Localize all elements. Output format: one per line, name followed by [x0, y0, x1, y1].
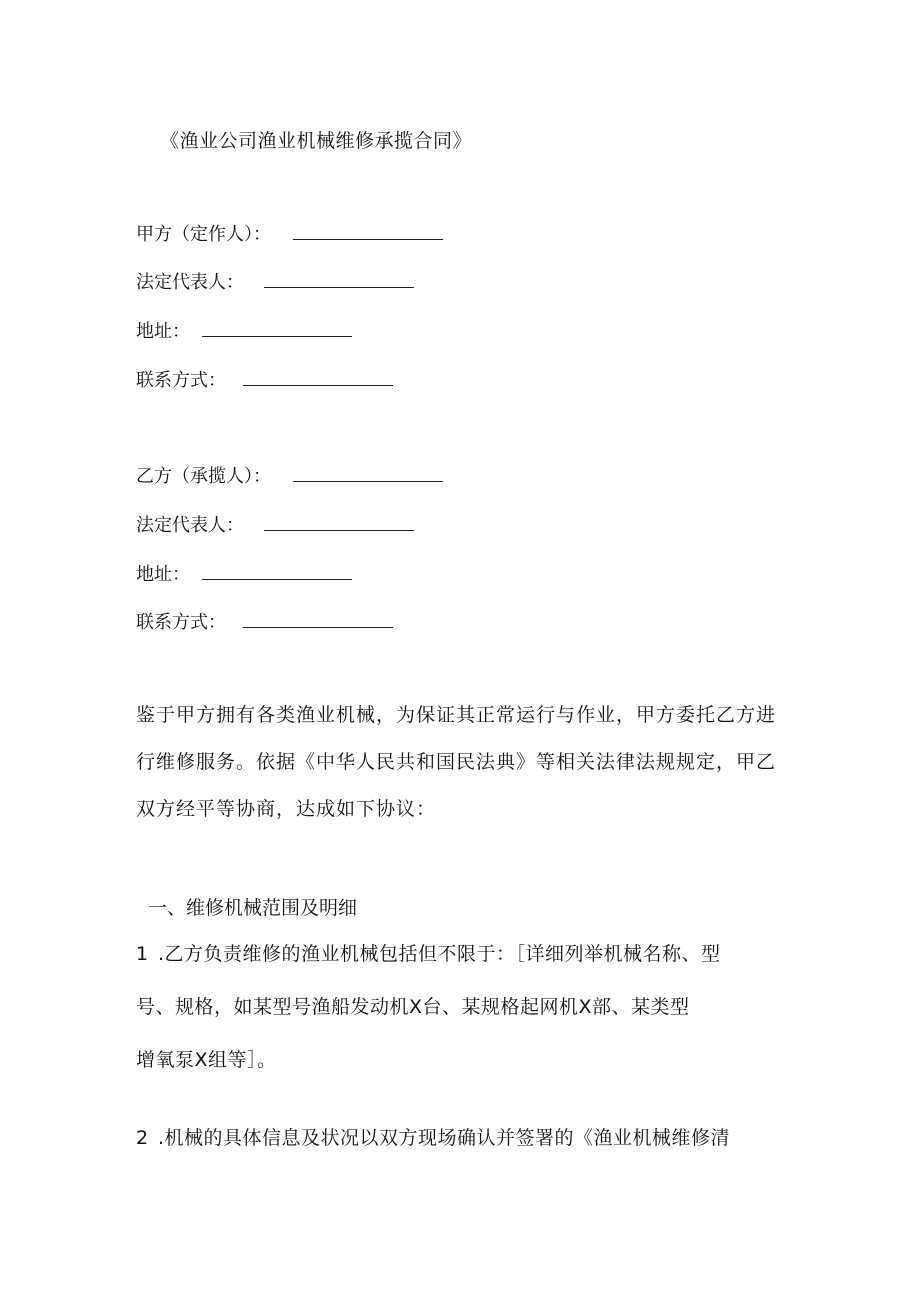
party-b-contact-field [136, 608, 393, 634]
party-a-address-blank[interactable] [202, 322, 352, 337]
party-a-rep-label: 法定代表人： [136, 272, 244, 293]
party-a-contact-field [136, 366, 393, 392]
party-b-name-field [136, 462, 443, 488]
section-heading: 一、维修机械范围及明细 [148, 897, 358, 919]
clause-number: 2 [136, 1127, 149, 1149]
preamble-line: 鉴于甲方拥有各类渔业机械，为保证其正常运行与作业，甲方委托乙方进 [136, 704, 777, 726]
preamble-line: 双方经平等协商，达成如下协议： [136, 798, 437, 820]
party-a-address-label: 地址： [136, 321, 190, 342]
clause-2 [136, 1112, 730, 1165]
party-b-address-label: 地址： [136, 564, 190, 585]
party-b-contact-label: 联系方式： [136, 612, 226, 633]
party-a-contact-label: 联系方式： [136, 370, 226, 391]
clause-text: .机械的具体信息及状况以双方现场确认并签署的《渔业机械维修清 [158, 1127, 731, 1149]
party-a-rep-field [136, 268, 414, 294]
clause-line [136, 928, 721, 981]
clause-line: 号、规格，如某型号渔船发动机X台、某规格起网机X部、某类型 [136, 996, 690, 1018]
document-title: 《渔业公司渔业机械维修承揽合同》 [160, 130, 473, 152]
party-b-rep-field [136, 511, 414, 537]
party-a-address-field [136, 317, 352, 343]
preamble-paragraph [136, 692, 776, 833]
party-b-address-field [136, 560, 352, 586]
party-b-name-blank[interactable] [293, 467, 443, 482]
clause-number: 1 [136, 943, 149, 965]
party-b-contact-blank[interactable] [243, 613, 393, 628]
clause-line [136, 1112, 730, 1165]
clause-line: 增氧泵X组等］。 [136, 1049, 277, 1071]
party-b-address-blank[interactable] [202, 565, 352, 580]
party-a-contact-blank[interactable] [243, 371, 393, 386]
party-b-rep-blank[interactable] [264, 516, 414, 531]
party-a-name-blank[interactable] [293, 225, 443, 240]
party-a-name-label: 甲方（定作人）： [136, 224, 271, 245]
party-a-rep-blank[interactable] [264, 273, 414, 288]
party-b-name-label: 乙方（承揽人）： [136, 466, 271, 487]
clause-text: .乙方负责维修的渔业机械包括但不限于：［详细列举机械名称、型 [158, 943, 721, 965]
party-b-rep-label: 法定代表人： [136, 515, 244, 536]
preamble-line: 行维修服务。依据《中华人民共和国民法典》等相关法律法规规定，甲乙 [136, 751, 777, 773]
clause-1 [136, 928, 721, 1087]
party-a-name-field [136, 220, 443, 246]
